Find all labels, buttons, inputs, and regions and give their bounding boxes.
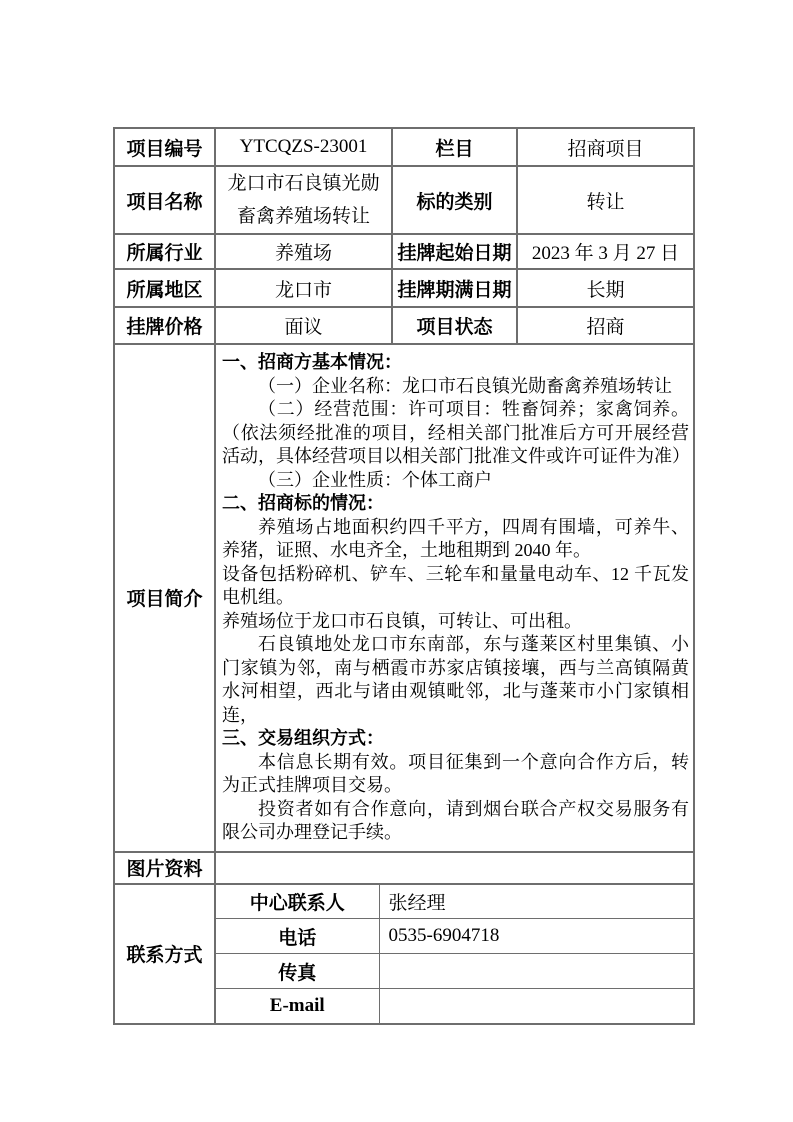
summary-paragraph: 投资者如有合作意向，请到烟台联合产权交易服务有限公司办理登记手续。 bbox=[222, 798, 690, 842]
summary-paragraph: 三、交易组织方式： bbox=[222, 728, 384, 748]
summary-paragraph: （二）经营范围：许可项目：牲畜饲养；家禽饲养。（依法须经批准的项目，经相关部门批准后方可开展经营活动，具体经营项目以相关部门批准文件或许可证件为准） bbox=[222, 399, 690, 466]
images-label: 图片资料 bbox=[114, 852, 215, 884]
fax-label: 传真 bbox=[215, 954, 379, 989]
subject-type-label: 标的类别 bbox=[392, 166, 517, 234]
project-info-table bbox=[113, 127, 695, 1025]
industry-value: 养殖场 bbox=[215, 234, 392, 269]
summary-paragraph: （三）企业性质：个体工商户 bbox=[258, 469, 492, 490]
summary-paragraph: 石良镇地处龙口市东南部，东与蓬莱区村里集镇、小门家镇为邻，南与栖霞市苏家店镇接壤，西与兰高镇隔黄水河相望，西北与诸由观镇毗邻，北与蓬莱市小门家镇相连， bbox=[222, 634, 690, 725]
listing-price-label: 挂牌价格 bbox=[114, 307, 215, 344]
column-label: 栏目 bbox=[392, 128, 517, 166]
row-contact-person bbox=[114, 884, 694, 919]
region-value: 龙口市 bbox=[215, 269, 392, 307]
fax-value bbox=[379, 954, 694, 989]
summary-paragraph: 养殖场位于龙口市石良镇，可转让、可出租。 bbox=[222, 610, 582, 631]
listing-expiry-date-label: 挂牌期满日期 bbox=[392, 269, 517, 307]
images-content bbox=[215, 852, 694, 884]
email-label: E-mail bbox=[215, 989, 379, 1024]
summary-paragraph: 二、招商标的情况： bbox=[222, 493, 384, 513]
project-name-label: 项目名称 bbox=[114, 166, 215, 234]
listing-price-value: 面议 bbox=[215, 307, 392, 344]
contact-section-label: 联系方式 bbox=[114, 884, 215, 1024]
summary-paragraph: 养殖场占地面积约四千平方，四周有围墙，可养牛、养猪，证照、水电齐全，土地租期到 2040 年。 bbox=[222, 516, 690, 560]
row-industry bbox=[114, 234, 694, 269]
contact-person-label: 中心联系人 bbox=[215, 884, 379, 919]
row-project-name bbox=[114, 166, 694, 234]
contact-person-value: 张经理 bbox=[379, 884, 694, 919]
region-label: 所属地区 bbox=[114, 269, 215, 307]
row-images bbox=[114, 852, 694, 884]
listing-start-date-label: 挂牌起始日期 bbox=[392, 234, 517, 269]
summary-paragraph: 一、招商方基本情况： bbox=[222, 352, 402, 372]
summary-content bbox=[215, 344, 694, 852]
project-number-label: 项目编号 bbox=[114, 128, 215, 166]
summary-paragraph: （一）企业名称：龙口市石良镇光勋畜禽养殖场转让 bbox=[258, 375, 672, 396]
row-region bbox=[114, 269, 694, 307]
project-name-value: 龙口市石良镇光勋畜禽养殖场转让 bbox=[215, 166, 392, 234]
row-summary bbox=[114, 344, 694, 852]
email-value bbox=[379, 989, 694, 1024]
row-price bbox=[114, 307, 694, 344]
listing-start-date-value: 2023 年 3 月 27 日 bbox=[517, 234, 694, 269]
summary-label: 项目简介 bbox=[114, 344, 215, 852]
summary-paragraph: 设备包括粉碎机、铲车、三轮车和量量电动车、12 千瓦发电机组。 bbox=[222, 563, 690, 607]
project-status-label: 项目状态 bbox=[392, 307, 517, 344]
column-value: 招商项目 bbox=[517, 128, 694, 166]
project-number-value: YTCQZS-23001 bbox=[215, 128, 392, 166]
summary-paragraph: 本信息长期有效。项目征集到一个意向合作方后，转为正式挂牌项目交易。 bbox=[222, 751, 690, 795]
subject-type-value: 转让 bbox=[517, 166, 694, 234]
listing-expiry-date-value: 长期 bbox=[517, 269, 694, 307]
industry-label: 所属行业 bbox=[114, 234, 215, 269]
phone-label: 电话 bbox=[215, 919, 379, 954]
project-status-value: 招商 bbox=[517, 307, 694, 344]
phone-value: 0535-6904718 bbox=[379, 919, 694, 954]
row-project-number bbox=[114, 128, 694, 166]
